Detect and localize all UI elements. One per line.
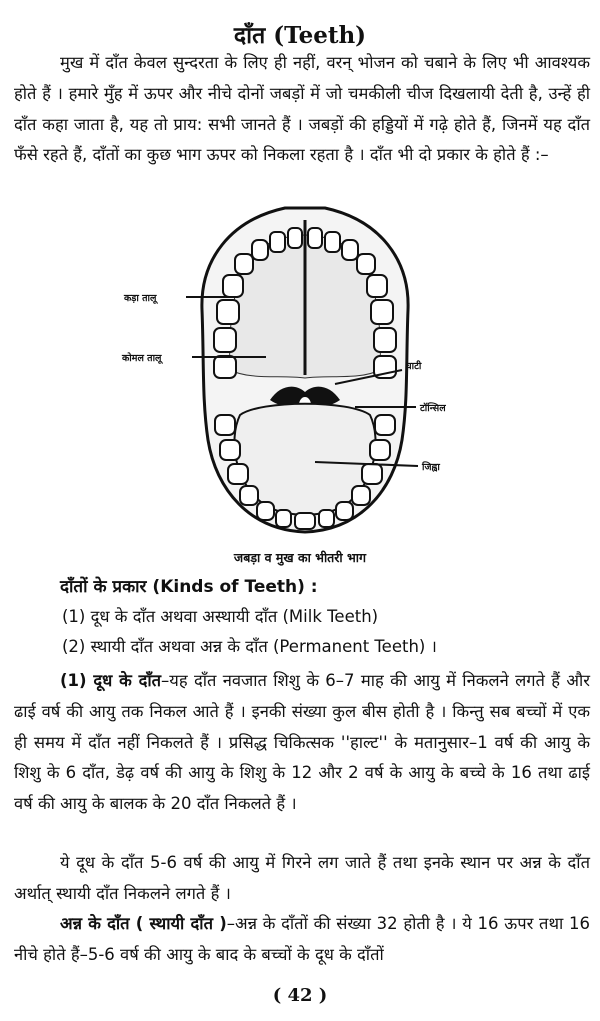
- label-soft-palate: कोमल तालू: [122, 353, 162, 364]
- permanent-teeth-heading: अन्न के दाँत ( स्थायी दाँत ): [60, 914, 227, 933]
- kinds-item-permanent: (2) स्थायी दाँत अथवा अन्न के दाँत (Permanent Teeth) ।: [62, 637, 437, 656]
- label-tonsil: टॉन्सिल: [420, 403, 446, 414]
- label-uvula: घाटी: [406, 361, 422, 372]
- kinds-item-milk: (1) दूध के दाँत अथवा अस्थायी दाँत (Milk Teeth): [62, 607, 379, 626]
- kinds-heading: दाँतों के प्रकार (Kinds of Teeth) :: [60, 577, 318, 597]
- label-hard-palate: कड़ा तालू: [124, 293, 157, 304]
- intro-paragraph: मुख में दाँत केवल सुन्दरता के लिए ही नहीं, वरन् भोजन को चबाने के लिए भी आवश्यक होते हैं । हमारे मुँह में ऊपर और नीचे दोनों जबड़ों में जो चमकीली चीज दिखलायी देती है, उन्हें ही दाँत कहा जाता है, यह तो प्राय: सभी जानते हैं । जबड़ों की हड्डियों में गढ़े होते हैं, जिनमें यह दाँत फँसे रहते हैं, दाँतों का कुछ भाग ऊपर को निकला रहता है । दाँत भी दो प्रकार के होते हैं :–: [14, 53, 590, 165]
- mouth-diagram: [120, 200, 490, 540]
- mouth-diagram-svg: [120, 200, 490, 540]
- permanent-teeth-text: –अन्न के दाँतों की संख्या 32 होती है । ये 16 ऊपर तथा 16 नीचे होते हैं–5-6 वर्ष की आयु के बाद के बच्चों के दूध के दाँतों: [14, 914, 590, 964]
- permanent-teeth-paragraph: [14, 909, 590, 971]
- falling-paragraph: ये दूध के दाँत 5-6 वर्ष की आयु में गिरने लग जाते हैं तथा इनके स्थान पर अन्न के दाँत अर्थात् स्थायी दाँत निकलने लगते हैं ।: [14, 853, 590, 903]
- milk-teeth-text: –यह दाँत नवजात शिशु के 6–7 माह की आयु में निकलने लगते हैं और ढाई वर्ष की आयु तक निकल आते हैं । इनकी संख्या कुल बीस होती है । किन्तु सब बच्चों में एक ही समय में दाँत नहीं निकलते हैं । प्रसिद्ध चिकित्सक ''हाल्ट'' के मतानुसार–1 वर्ष की आयु के शिशु के 6 दाँत, डेढ़ वर्ष की आयु के शिशु के 12 और 2 वर्ष के आयु के बच्चे के 16 तथा ढाई वर्ष की आयु के बालक के 20 दाँत निकलते हैं ।: [14, 671, 590, 814]
- label-tongue: जिह्वा: [422, 462, 440, 473]
- figure-caption: जबड़ा व मुख का भीतरी भाग: [233, 550, 367, 565]
- milk-teeth-heading: (1) दूध के दाँत: [60, 671, 162, 690]
- page-title: दाँत (Teeth): [233, 22, 367, 49]
- milk-teeth-paragraph: [14, 666, 590, 820]
- page-number: ( 42 ): [272, 985, 328, 1006]
